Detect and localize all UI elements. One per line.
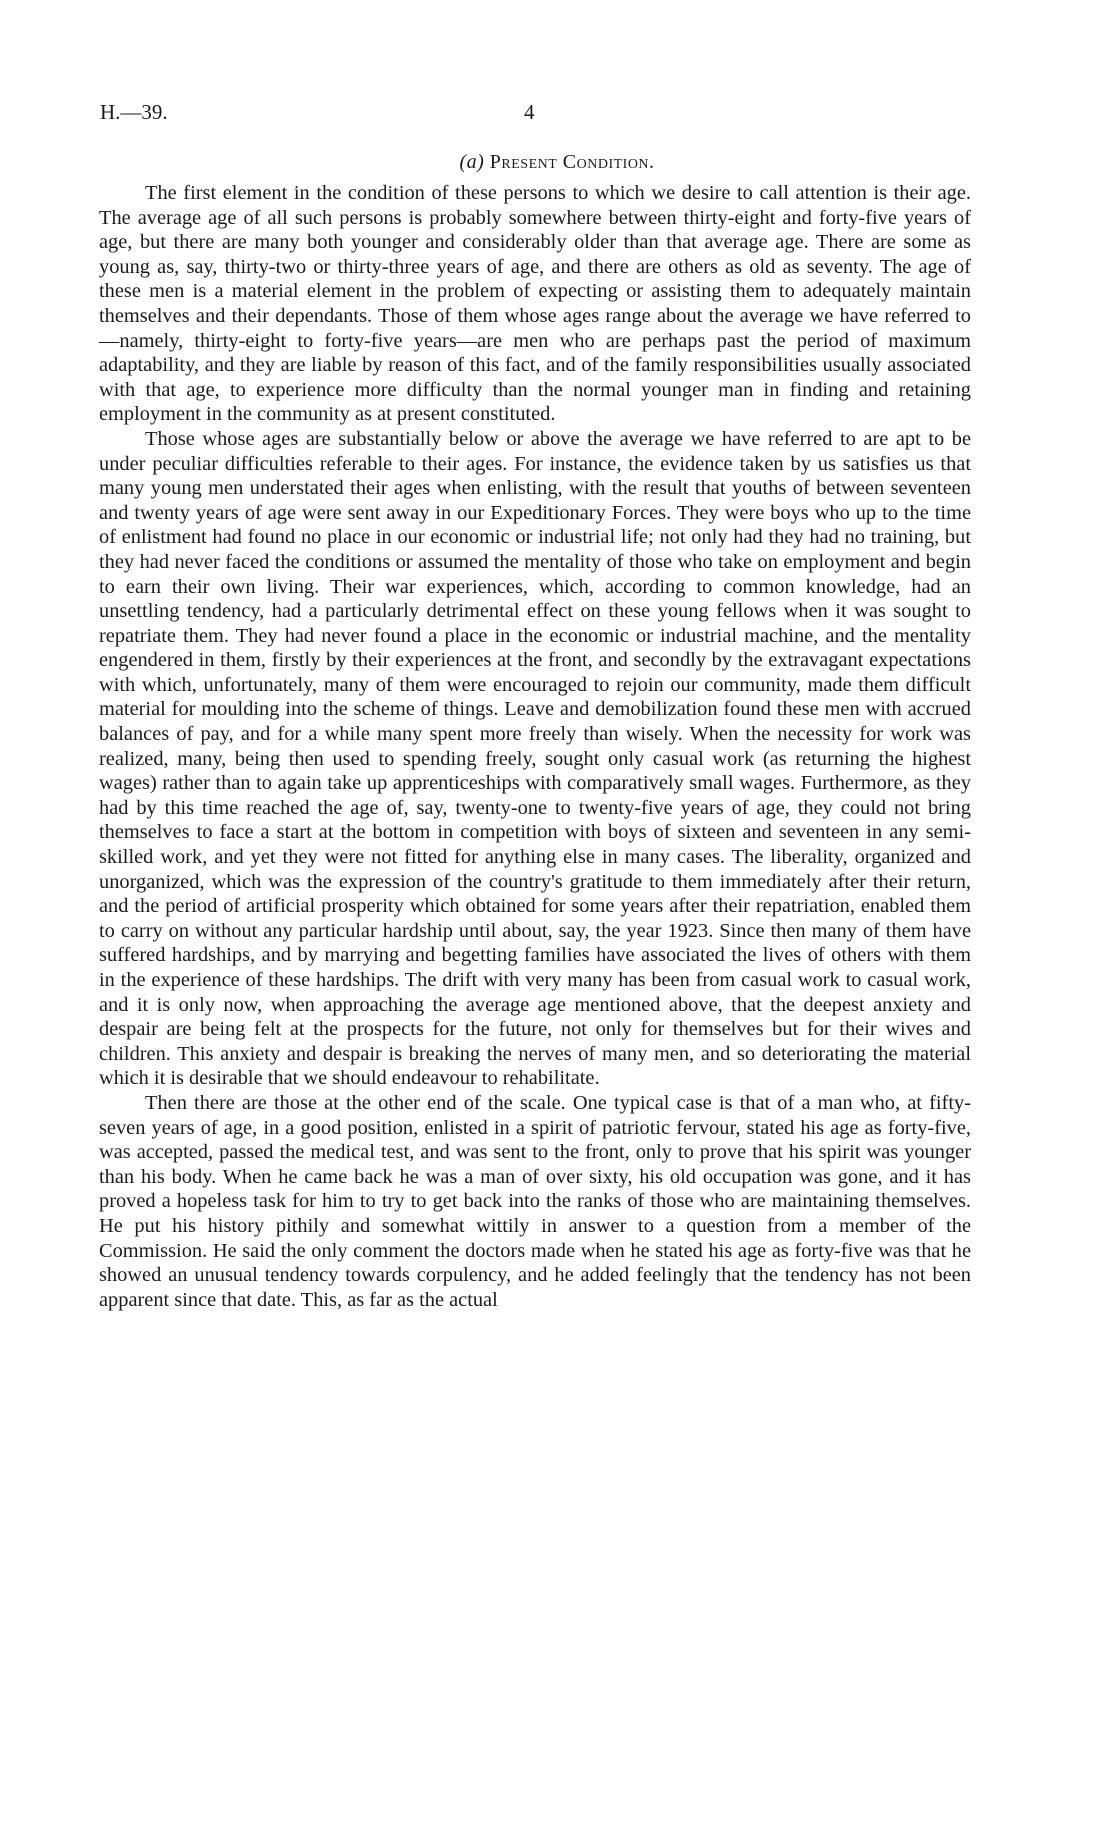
section-label: (a) bbox=[459, 151, 485, 173]
section-heading-text: Present Condition. bbox=[489, 151, 655, 173]
body-text bbox=[99, 181, 971, 1312]
paragraph-age-element: The first element in the condition of these persons to which we desire to call attention is their age. The average age of all such persons is probably somewhere between thirty-eight and forty-five years of age, but there are many both younger and considerably older than that average age. There are some as young as, say, thirty-two or thirty-three years of age, and there are others as old as seventy. The age of these men is a material element in the problem of expecting or assisting them to adequately maintain themselves and their dependants. Those of them whose ages range about the average we have referred to—namely, thirty-eight to forty-five years—are men who are perhaps past the period of maximum adaptability, and they are liable by reason of this fact, and of the family responsibilities usually associated with that age, to experience more difficulty than the normal younger man in finding and retaining employment in the community as at present constituted. bbox=[99, 182, 971, 426]
section-heading bbox=[0, 151, 1114, 174]
page-header bbox=[100, 100, 970, 130]
page-number: 4 bbox=[524, 100, 535, 124]
paragraph-older-men: Then there are those at the other end of the scale. One typical case is that of a man who, at fifty-seven years of age, in a good position, enlisted in a spirit of patriotic fervour, stated his age as forty-five, was accepted, passed the medical test, and was sent to the front, only to prove that his spirit was younger than his body. When he came back he was a man of over sixty, his old occupation was gone, and it has proved a hopeless task for him to try to get back into the ranks of those who are maintaining themselves. He put his history pithily and somewhat wittily in answer to a question from a member of the Commission. He said the only comment the doctors made when he stated his age as forty-five was that he showed an unusual tendency towards corpulency, and he added feelingly that the tendency has not been apparent since that date. This, as far as the actual bbox=[99, 1091, 971, 1311]
document-reference: H.—39. bbox=[100, 100, 168, 124]
paragraph-young-men: Those whose ages are substantially below or above the average we have referred to are apt to be under peculiar difficulties referable to their ages. For instance, the evidence taken by us satisfies us that many young men understated their ages when enlisting, with the result that youths of between seventeen and twenty years of age were sent away in our Expeditionary Forces. They were boys who up to the time of enlistment had found no place in our economic or industrial life; not only had they had no training, but they had never faced the conditions or assumed the mentality of those who take on employment and begin to earn their own living. Their war experiences, which, according to common knowledge, had an unsettling tendency, had a particularly detrimental effect on these young fellows when it was sought to repatriate them. They had never found a place in the economic or industrial machine, and the mentality engendered in them, firstly by their experiences at the front, and secondly by the extravagant expectations with which, unfortunately, many of them were encouraged to rejoin our community, made them difficult material for moulding into the scheme of things. Leave and demobilization found these men with accrued balances of pay, and for a while many spent more freely than wisely. When the necessity for work was realized, many, being then used to spending freely, sought only casual work (as returning the highest wages) rather than to again take up apprenticeships with comparatively small wages. Furthermore, as they had by this time reached the age of, say, twenty-one to twenty-five years of age, they could not bring themselves to face a start at the bottom in competition with boys of sixteen and seventeen in any semi-skilled work, and yet they were not fitted for anything else in many cases. The liberality, organized and unorganized, which was the expression of the country's gratitude to them immediately after their return, and the period of artificial prosperity which obtained for some years after their repatriation, enabled them to carry on without any particular hardship until about, say, the year 1923. Since then many of them have suffered hardships, and by marrying and begetting families have associated the lives of others with them in the experience of these hardships. The drift with very many has been from casual work to casual work, and it is only now, when approaching the average age mentioned above, that the deepest anxiety and despair are being felt at the prospects for the future, not only for themselves but for their wives and children. This anxiety and despair is breaking the nerves of many men, and so deteriorating the material which it is desirable that we should endeavour to rehabilitate. bbox=[99, 427, 971, 1090]
